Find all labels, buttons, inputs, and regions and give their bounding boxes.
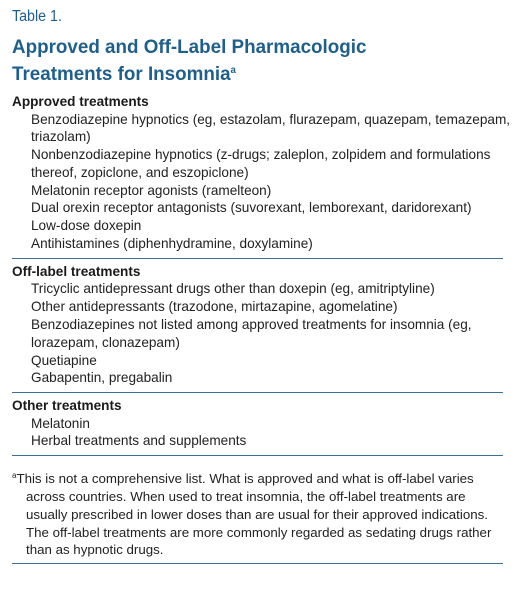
table-title-line-1: Approved and Off-Label Pharmacologic: [12, 36, 367, 58]
footnote-line: than as hypnotic drugs.: [26, 542, 164, 558]
table-label: Table 1.: [12, 8, 62, 25]
footnote-line: across countries. When used to treat insomnia, the off-label treatments are: [26, 489, 466, 505]
treatment-list-item: [12, 316, 503, 352]
treatment-list-item: [12, 217, 503, 235]
section-approved-treatments: [12, 93, 511, 259]
footnote-line: [12, 467, 503, 488]
treatment-text-line: Herbal treatments and supplements: [31, 433, 247, 449]
treatment-text-line: thereof, zopiclone, and eszopiclone): [31, 164, 249, 180]
section-heading: Off-label treatments: [12, 263, 141, 279]
treatment-list-item: [12, 369, 503, 387]
section-heading: Other treatments: [12, 398, 122, 414]
table-title: [12, 36, 486, 86]
treatment-list-item: [12, 182, 503, 200]
treatment-text-line: Tricyclic antidepressant drugs other than doxepin (eg, amitriptyline): [31, 281, 435, 297]
table-title-line-2: [12, 59, 486, 86]
treatment-list-item: [12, 352, 503, 370]
table-title-line-2-text: Treatments for Insomnia: [12, 63, 231, 85]
treatment-text-line: triazolam): [31, 129, 91, 145]
treatment-text-line: Melatonin: [31, 415, 90, 431]
treatment-sections: [12, 93, 511, 456]
treatment-list-item: [12, 280, 503, 298]
section-off-label-treatments: [12, 263, 503, 393]
footnote-text: This is not a comprehensive list. What is approved and what is off-label varies: [16, 471, 474, 487]
treatment-text-line: Quetiapine: [31, 352, 97, 368]
section-other-treatments: [12, 397, 503, 456]
treatment-text-line: Benzodiazepines not listed among approved treatments for insomnia (eg,: [31, 316, 472, 332]
treatment-text-line: Other antidepressants (trazodone, mirtazapine, agomelatine): [31, 299, 398, 315]
footnote-marker: a: [12, 471, 17, 481]
treatment-text-line: lorazepam, clonazepam): [31, 334, 180, 350]
table-footnote: [12, 467, 503, 564]
treatment-list-item: [12, 111, 511, 147]
treatment-text-line: Melatonin receptor agonists (ramelteon): [31, 182, 272, 198]
treatment-text-line: Nonbenzodiazepine hypnotics (z-drugs; zaleplon, zolpidem and formulations: [31, 147, 491, 163]
treatment-list-item: [12, 146, 503, 182]
footnote-line: The off-label treatments are more commonly regarded as sedating drugs rather: [26, 524, 492, 540]
treatment-text-line: Dual orexin receptor antagonists (suvorexant, lemborexant, daridorexant): [31, 200, 472, 216]
footnote-line: usually prescribed in lower doses than are usual for their approved indications.: [26, 506, 488, 522]
table-title-footnote-marker: a: [230, 65, 236, 76]
treatment-list-item: [12, 235, 503, 253]
treatment-list-item: [12, 199, 503, 217]
treatment-text-line: Low-dose doxepin: [31, 218, 142, 234]
treatment-list-item: [12, 298, 503, 316]
treatment-text-line: Gabapentin, pregabalin: [31, 370, 173, 386]
treatment-list-item: [12, 415, 503, 433]
section-heading: Approved treatments: [12, 94, 149, 109]
treatment-list-item: [12, 432, 503, 450]
treatment-text-line: Antihistamines (diphenhydramine, doxylamine): [31, 236, 313, 252]
treatment-text-line: Benzodiazepine hypnotics (eg, estazolam, flurazepam, quazepam, temazepam,: [31, 111, 511, 127]
